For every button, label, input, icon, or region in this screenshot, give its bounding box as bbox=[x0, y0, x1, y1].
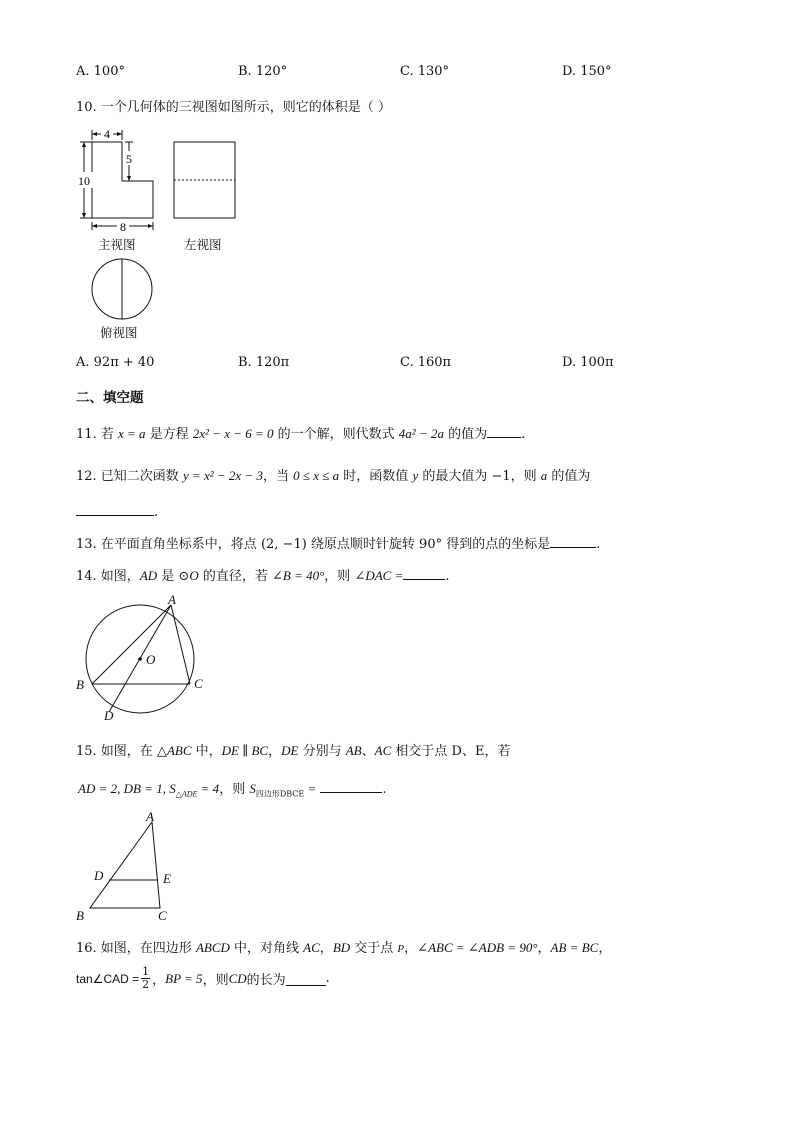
svg-text:B: B bbox=[76, 677, 84, 692]
q16-line2: tan∠CAD = $\frac{1}{2}$ ， BP = 5 ，则 CD 的长为 . bbox=[76, 965, 330, 991]
q9-option-b: B. 120° bbox=[238, 64, 288, 79]
svg-text:D: D bbox=[104, 708, 114, 723]
q16-blank bbox=[286, 973, 326, 986]
q9-option-a: A. 100° bbox=[76, 64, 125, 79]
svg-text:A: A bbox=[146, 809, 154, 824]
dim-notch-label: 5 bbox=[126, 152, 132, 166]
q14-blank bbox=[403, 567, 445, 580]
label-left-view: 左视图 bbox=[184, 237, 222, 252]
q10-option-d: D. 100π bbox=[562, 355, 614, 370]
q10-option-c: C. 160π bbox=[400, 355, 452, 370]
q10-stem: 10. 一个几何体的三视图如图所示，则它的体积是（ ） bbox=[76, 100, 391, 115]
dim-height-label: 10 bbox=[78, 174, 90, 188]
q12: 12. 已知二次函数 y = x² − 2x − 3，当 0 ≤ x ≤ a 时，函数值 y 的最大值为 −1，则 a 的值为 bbox=[76, 468, 591, 484]
q15-line1: 15. 如图，在 △ABC 中，DE ∥ BC，DE 分别与 AB、AC 相交于点 D、E，若 bbox=[76, 743, 511, 759]
svg-text:E: E bbox=[163, 871, 171, 886]
svg-text:A: A bbox=[168, 592, 176, 607]
q11: 11. 若 x = a 是方程 2x² − x − 6 = 0 的一个解，则代数式 4a² − 2a 的值为 . bbox=[76, 426, 526, 442]
q12-blank bbox=[76, 503, 154, 516]
q10-option-b: B. 120π bbox=[238, 355, 290, 370]
q16-line1: 16. 如图，在四边形 ABCD 中，对角线 AC，BD 交于点 P，∠ABC = ∠ADB = 90°，AB = BC， bbox=[76, 940, 612, 956]
svg-text:C: C bbox=[158, 908, 167, 923]
label-top-view: 俯视图 bbox=[100, 325, 138, 340]
q14-circle-figure bbox=[72, 592, 222, 726]
q12-answer-line: . bbox=[76, 503, 158, 520]
dim-bottom-label: 8 bbox=[120, 220, 126, 234]
q11-blank bbox=[487, 425, 521, 438]
dim-top-label: 4 bbox=[104, 127, 110, 141]
q10-option-a: A. 92π + 40 bbox=[76, 355, 155, 370]
q9-option-d: D. 150° bbox=[562, 64, 612, 79]
q13: 13. 在平面直角坐标系中，将点 (2, −1) 绕原点顺时针旋转 90° 得到的点的坐标是 . bbox=[76, 537, 601, 552]
q15-blank bbox=[320, 780, 382, 793]
front-view-shape bbox=[92, 142, 153, 218]
section2-title: 二、填空题 bbox=[76, 390, 144, 406]
svg-text:C: C bbox=[194, 676, 203, 691]
label-front-view: 主视图 bbox=[98, 237, 136, 252]
q15-triangle-figure bbox=[72, 808, 192, 926]
q13-blank bbox=[550, 535, 596, 548]
svg-text:O: O bbox=[146, 652, 156, 667]
triangle-abc bbox=[90, 822, 160, 908]
q14: 14. 如图，AD 是 ⊙O 的直径，若 ∠B = 40°，则 ∠DAC = . bbox=[76, 568, 450, 584]
fraction-one-half: $\frac{1}{2}$ bbox=[142, 965, 150, 991]
svg-text:D: D bbox=[94, 868, 104, 883]
svg-text:B: B bbox=[76, 908, 84, 923]
q15-line2: AD = 2, DB = 1, $S_{\triangle ADE} = 4$，则 $S_{四边形DBCE}$ = . bbox=[78, 781, 387, 799]
q9-option-c: C. 130° bbox=[400, 64, 450, 79]
